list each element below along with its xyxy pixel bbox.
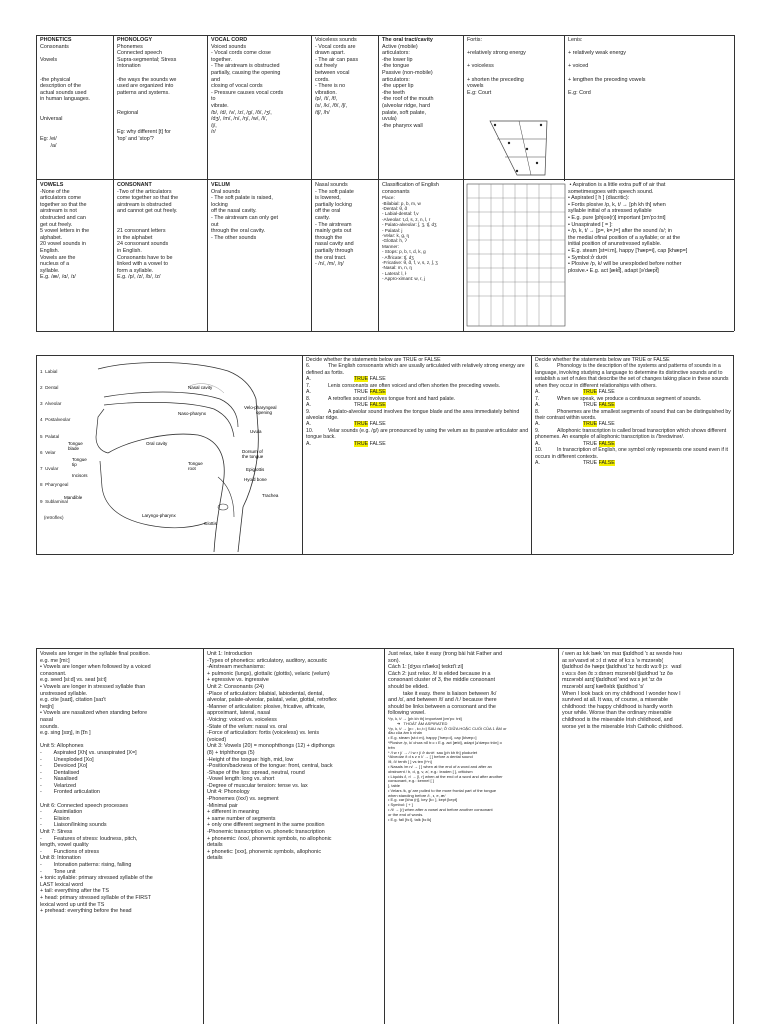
highlighted-answer: TRUE [583,421,598,428]
label-tongue-tip: Tongue tip [72,457,87,467]
cell-body: Nasal sounds - The soft palate is lowered, partially locking off the oral cavity. - The airstream mainly gets out through the nasal cavity and partially through the oral tract. - /n/, /m/, /ŋ/ [315,182,354,268]
quiz-heading: Decide whether the statements below are TRUE or FALSE [535,357,670,363]
notes-allophones-units [40,651,202,1024]
place-label: 9 Sublaminal [40,498,68,504]
statement-text: Phonology is the description of the systems and patterns of sounds in a language, involving studying a language to determine its distinctive sounds and to establish a set of rules that describe the set of changes taking place in these sounds when they occur in different relationships with others. [535,363,730,389]
answer-option: TRUE [583,402,599,409]
cell-body: +relatively strong energy + voiceless + shorten the preceding vowels E.g: Court [467,50,526,96]
highlighted-answer: TRUE [354,440,369,447]
place-label: 7 Uvular [40,466,59,472]
highlighted-answer: FALSE [598,440,615,447]
highlighted-answer: FALSE [598,460,615,466]
cell-velum [211,182,311,330]
cell-title: Classification of English consonants [382,182,441,195]
cell-body: Place: -Bilabial: p, b, m, w -Dental: θ, ð - Labial-dental: f,v -Alveolar: t,d, s, z, n, l, r - Palato-alveolar: ʃ, ʒ, tʃ, dʒ - Palatal: j -Velar: k, g, ŋ -Glottal: h, ʔ Manner: - Stops: p, b, t, d, k, g - Affricate: tʃ, dʒ -Fricative: θ, ð, f, v, s, z, ʃ, ʒ -Nasal: m, n, ŋ - Lateral: l, ɫ - Appro-ximant: w, r, j [382,195,438,282]
label-incisors: Incisors [72,473,88,478]
label-velo-pharyngeal: Velo-pharyngeal opening [244,405,277,415]
cell-title: CONSONANT [117,182,152,188]
notes-transcription [562,651,732,1024]
cell-vowels [40,182,112,330]
place-label: 2 Dental [40,385,59,391]
label-oral-cavity: Oral cavity [146,441,168,446]
cell-classification [382,182,463,330]
vocal-tract-diagram [38,357,300,553]
label-epiglottis: Epiglottis [246,467,265,472]
place-label: 3 Alveolar [40,401,62,407]
cell-lenis [568,37,732,177]
quiz-number: 10. [535,447,543,454]
cell-title: VOCAL CORD [211,37,248,43]
cell-title: PHONOLOGY [117,37,153,43]
highlighted-answer: TRUE [354,421,369,428]
place-label: 4 Postalveolar [40,417,71,423]
statement-text: A palato-alveolar sound involves the tongue blade and the area immediately behind alveolar ridge. [306,408,521,421]
cell-voiceless [315,37,378,177]
highlighted-answer: FALSE [598,402,615,409]
quiz-number: 9. [306,408,311,415]
cell-title: VELUM [211,182,230,188]
vowel-chart-figure [487,119,557,179]
highlighted-answer: FALSE [369,389,386,396]
statement-text: Phonemes are the smallest segments of sound that can be distinguished by their contrast within words. [535,408,733,421]
cell-body: -None of the articulators come together so that the airstream is not obstructed and can get out freely. 5 vowel letters in the alphabet. 20 vowel sounds in English. Vowels are the nucleus of a syllable. E.g. /æ/, /ɑ/, /ɪ/ [40,188,90,281]
label-naso-pharynx: Naso-pharynx [178,411,207,416]
notes-text: Unit 1: Introduction -Types of phonetics: articulatory, auditory, acoustic -Airstream mechanisms: + pulmonic (lungs), glottalic (glottis), velaric (velum) + egressive vs. ingressive Unit 2: Consonants (24) -Place of articulation: bilabial, labiodental, dental, alveolar, palate-alveolar, palatal, velar, glottal, retroflex -Manner of articulation: plosive, fricative, affricate, approximant, lateral, nasal -Voicing: voiced vs. voiceless -State of the velum: nasal vs. oral -Force of articulation: fortis (voiceless) vs. lenis (voiced) Unit 3: Vowels (20) = monophthongs (12) + dipthongs (8) + triphthongs (5) -Height of the tongue: high, mid, low -Position/backness of the tongue: front, central, back -Shape of the lips: spread, neutral, round -Vowel length: long vs. short -Degree of muscular tension: tense vs. lax Unit 4: Phonology -Phonemes (/xx/) vs. segment -Minimal pair + different in meaning + same number of segments + only one different segment in the same position -Phonemic transcription vs. phonetic transcription + phonemic: /xxx/, phonemic symbols, no allophonic details + phonetic: [xxx], phonemic symbols, allophonic details [207,651,337,862]
label-uvula: Uvula [250,429,262,434]
cell-body: -Two of the articulators come together so that the airstream is obstructed and cannot get out freely. 21 consonant letters in the alphabet 24 consonant sounds in English. Consonants have to be linked with a vowel to form a syllable. E.g. /p/, /z/, /b/, /z/ [117,188,179,281]
true-false-quiz-2 [535,357,732,553]
cell-title: PHONETICS [40,37,72,43]
label-laryngo-pharynx: Laryngo-pharynx [142,513,176,518]
cell-body: • Aspiration is a little extra puff of air that sometimesgoes with speech sound. • Aspirated [ h ] (diacritic): • Fortis plosive /p, k, t/ → [ph kh th] when syllable initial of a stressed syllable • E.g. pure [phjʊə(r)] important [ɪm'pɔ:tnt] • Unaspirated [ = ]: • /p, k, t/ → [p=, k=,t=] after the sound /s/; in the medial ofinal position of a syllable; or at the initial position of anunstressed syllable. • E.g. steam [st=iːm], happy ['hæp=i], cap [khæp=] • Symbol:ở dưới • Plosive /p, k/ will be unexploded before nother plosive.• E.g. act [ækt̚], adapt [ə'dæpt̚] [568,182,688,274]
statement-text: Velar sounds (e.g. /g/) are pronounced by using the velum as its passive articulator and tongue back. [306,427,530,441]
label-tongue-blade: Tongue blade [68,441,83,451]
quiz-number: A. [306,421,311,428]
answer-option: TRUE [583,440,599,447]
quiz-statement [306,409,530,422]
quiz-number: A. [306,440,311,447]
cell-body: + relatively weak energy + voiced + lengthen the preceding vowels E.g: Cord [568,50,646,96]
quiz-number: A. [535,421,540,428]
cell-body: Oral sounds - The soft palate is raised, locking off the nasal cavity. - The airstream can only get out through the oral cavity. - The other sounds [211,188,279,241]
label-dorsum: Dorsum of the tongue [242,449,264,459]
cell-fortis [467,37,563,177]
cell-body: Consonants Vowels -the physical description of the actual sounds used in human languages. Universal Eg: /ei/ /a/ [40,43,91,149]
quiz-number: A. [535,440,540,447]
ipa-transcription: / wen aɪ lʊk bæk 'ɒn maɪ tʃaɪldhʊd 'ɪ aɪ wʌndə həʊ aɪ sə'vaɪvd ət ɔːl ɪt wɒz əf kɔːs 'ə mɪzərəb( tʃaɪldhʊd ðə hæpɪ tʃaɪldhʊd 'ɪz hɑːdlɪ wɜːθ jɔː waɪl ɪ wɜːs ðən ðɪ ɔːdɪnərɪ mɪzərəbl tʃaɪldhʊd 'ɪz ðə mɪzərəbl aɪrɪʃ tʃaɪldhʊd 'ənd wɜːs jet 'ɪz ðə mɪzərəbl aɪrɪʃ kæθəlɪk tʃaɪldhʊd 'ɪ/ [562,651,683,690]
quiz-heading: Decide whether the statements below are TRUE or FALSE [306,357,441,363]
quiz-number: 8. [306,395,311,402]
statement-text: When we speak, we produce a continuous segment of sounds. [557,395,702,402]
answer-option: FALSE [368,421,386,428]
answer-option: TRUE [583,460,599,466]
notes-text: Vowels are longer in the syllable final position. e.g. me [mi:] • Vowels are longer when followed by a voiced consonant. e.g. seed [si:d] vs. seat [si:t] • Vowels are longer in stressed syllable than unstressed syllable. e.g. cite [saɪt], citation [saɪ't heɪʃn] • Vowels are nasalized when standing before nasal sounds. e.g. sing [sɪŋ], in [ɪ̃n ] Unit 5: Allophones - Aspirated [Xh] vs. unaspirated [X=] - Unexploded [Xo] - Devoiced [Xo] - Dentalised - Nasalised - Velarized - Fronted articulation Unit 6: Connected speech processes - Assimilation - Elision - Liaison/linking sounds Unit 7: Stress - Features of stress: loudness, pitch, length, vowel quality - Functions of stress Unit 8: Intonation - Intonation patterns: rising, falling - Tone unit + tonic syllable: primary stressed syllable of the LAST lexical word + tail: everything after the TS + head: primary stressed syllable of the FIRST lexical word up until the TS + prehead: everything before the head [40,651,153,915]
quiz-statement [535,409,732,422]
answer-option: TRUE [354,402,370,409]
cell-title: Fortis: [467,37,482,43]
quiz-number: A. [306,402,311,409]
quiz-number: 8. [535,408,540,415]
quiz-number: 6. [306,363,311,370]
cell-nasal [315,182,378,330]
head-profile-drawing [38,357,300,553]
quiz-statement [535,447,732,460]
quiz-number: A. [306,376,311,383]
place-label: 5 Palatal [40,433,60,439]
statement-text: The English consonants which are usually articulated with relatively strong energy are defined as fortis. [306,363,527,376]
quiz-statement [535,428,732,441]
place-label: 6 Velar [40,449,56,455]
label-glottis: Glottis [204,521,217,526]
highlighted-answer: TRUE [354,376,369,383]
quiz-statement [306,363,530,376]
quiz-number: 7. [306,382,311,389]
quiz-number: 7. [535,395,540,402]
cell-consonant [117,182,207,330]
cell-body: Active (mobile) articulators: -the lower lip -the tongue Passive (non-mobile) articulators: -the upper lip -the teeth -the roof of the mouth (alveolar ridge, hard palate, soft palate, uvula) -the pharynx wall [382,43,434,129]
cell-body: Voiced sounds - Vocal cords come close together. - The airstream is obstructed partially, causing the opening and closing of vocal cords - Pressure causes vocal cords to vibrate. /b/, /d/, /v/, /z/, /g/, /ð/, /ʒ/, /dʒ/, /m/, /n/, /ŋ/, /w/, /l/, /j/, /r/ [211,43,284,136]
quiz-number: 6. [535,363,540,370]
label-tongue-root: Tongue root [188,461,203,471]
label-trachea: Trachea [262,493,279,498]
cell-title: The oral tract/cavity [382,37,433,43]
answer-option: FALSE [368,440,386,447]
quiz-answer [306,441,530,447]
answer-option: FALSE [368,376,386,383]
notes-units-1-4 [207,651,383,1024]
quiz-number: A. [535,460,540,466]
true-false-quiz-1 [306,357,530,553]
passage-text: When I look back on my childhood I wonder how I survived at all. It was, of course, a miserable childhood: the happy childhood is hardly worth your while. Worse than the ordinary miserable childhood is the miserable Irish childhood, and worse yet is the miserable Irish Catholic childhood. [562,690,684,730]
cell-title: VOWELS [40,182,64,188]
place-label: 8 Pharyngeal [40,482,69,488]
quiz-statement [535,363,732,389]
label-mandible: Mandible [64,495,83,500]
cell-body: Voiceless sounds - Vocal cords are drawn apart. - The air can pass out freely between vocal cords. - There is no vibration. /p/, /t/, /f/, /s/, /k/, /θ/, /ʃ/, /tʃ/, /h/ [315,37,359,116]
cell-body: Phonemes Connected speech Supra-segmental; Stress Intonation -the ways the sounds we used are organized into patterns and systems. Regional Eg: why different [t] for 'top' and 'stop'? [117,43,177,142]
cell-oral-tract [382,37,463,177]
quiz-number: A. [535,389,540,396]
cell-vocal-cord-voiced [211,37,311,177]
label-nasal-cavity: Nasal cavity [188,385,213,390]
quiz-number: A. [535,402,540,409]
quiz-number: A. [306,389,311,396]
highlighted-answer: TRUE [583,389,598,396]
answer-option: FALSE [597,389,615,396]
statement-text: Allophonic transcription is called broad transcription which shows different phonemes. An example of allophonic transcription is /'bredwinər/. [535,427,728,441]
statement-text: A retroflex sound involves tongue front and hard palate. [328,395,456,402]
place-label: 1 Labial [40,368,58,374]
answer-option: TRUE [354,389,370,396]
place-label: (retroflex) [40,514,64,520]
quiz-number: 9. [535,427,540,434]
notes-connected-speech [388,651,556,1024]
answer-option: FALSE [597,421,615,428]
statement-text: In transcription of English, one symbol only represents one sound even if it occurs in different contexts. [535,447,730,460]
highlighted-answer: FALSE [369,402,386,409]
quiz-answer [535,460,732,466]
statement-text: Lenis consonants are often voiced and often shorten the preceding vowels. [328,382,501,389]
label-hyoid: Hyoid bone [244,477,267,482]
quiz-statement [306,428,530,441]
cell-phonology [117,37,207,177]
consonant-chart-figure [465,182,569,330]
cell-title: Lenis: [568,37,583,43]
quiz-number: 10. [306,427,314,434]
cell-aspiration [568,182,734,330]
notes-text: Just relax, take it easy (trong bài hát Father and son). Cách 1: [dʒʌs rɪ'læks] teɪkɪt'iːzi] Cách 2: just relax. /t/ is elided because in a consonant cluster of 3, the middle consonant should be elided. take it easy. there is liaison between /k/ and /ɪ/, and between /t/ and /iː/ because there should be links between a consonant and the following vowel. [388,651,503,717]
notes-small-text: */p, k, t/ → [ph kh th] important [ɪm'pɔː tnt] ➔ THOÁT ÂM ASPIRATED */p, k, t/ → [p= , k=,t=] SAU /s/; Ở GIỮA HOẶC CUỐI CỦA 1 ÂM or đầu của âm k nhấn • E.g. steam [st=iːm], happy ['hæp=i], cap [khæp=] *Plosive /p, k/ chưa nổ tr.c • E.g. act [ækt], adapt [ə'dæpo trôn] o trên * /l w r j/ → / l w r j/ ở dưới sau [ph kh th] plodurlet *Alveolar /t d s z n l/ → [ ] before a dental sound /θ, ð/ tenth [ ] vs ten [t^n] • Nasals /m n/ → [ ] when at the end of a word and after an obstruent / b, d, g, v, z/, e.g.: leaden [ ], criticism • Liquids /l, r/ → [l, r] when at the end of a word and after another consonant, e.g.: kennel [ ] ], table • Velars /k, g/ are pulled to the more frontal part of the tongue when standing before /iː, ɪ, e, æ/ • E.g. car [kha (r)], key [k= ], kept [kept] • Symbol: [ + ] • /t/ → [ɾ] when after a vowel and before another consonant or the end of words. • E.g. fall [fɔːl], talk [tɔːlk] [388,715,507,822]
cell-phonetics [40,37,112,177]
